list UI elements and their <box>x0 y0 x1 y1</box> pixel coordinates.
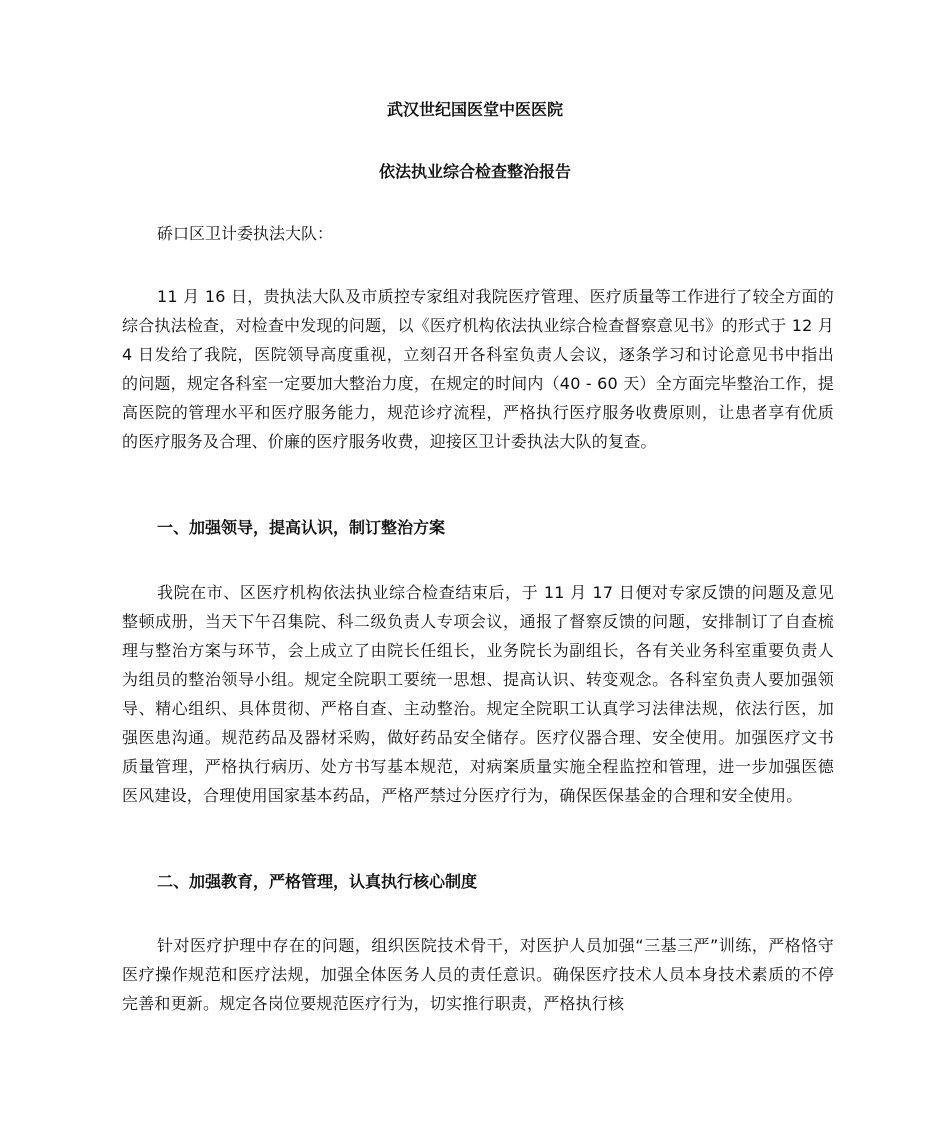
document-title-hospital: 武汉世纪国医堂中医医院 <box>386 100 563 119</box>
paragraph-intro: 11 月 16 日，贵执法大队及市质控专家组对我院医疗管理、医疗质量等工作进行了较全方面的综合执法检查，对检查中发现的问题，以《医疗机构依法执业综合检查督察意见书》的形式于 12 月 4 日发给了我院，医院领导高度重视，立刻召开各科室负责人会议，逐条学习和讨论意见书中指出的问题，规定各科室一定要加大整治力度，在规定的时间内（40 - 60 天）全方面完毕整治工作，提高医院的管理水平和医疗服务能力，规范诊疗流程，严格执行医疗服务收费原则，让患者享有优质的医疗服务及合理、价廉的医疗服务收费，迎接区卫计委执法大队的复查。 <box>122 287 834 451</box>
section-heading-2: 二、加强教育，严格管理，认真执行核心制度 <box>157 872 478 891</box>
paragraph-section-1: 我院在市、区医疗机构依法执业综合检查结束后，于 11 月 17 日便对专家反馈的问题及意见整顿成册，当天下午召集院、科二级负责人专项会议，通报了督察反馈的问题，安排制订了自查梳理与整治方案与环节，会上成立了由院长任组长，业务院长为副组长，各有关业务科室重要负责人为组员的整治领导小组。规定全院职工要统一思想、提高认识、转变观念。各科室负责人要加强领导、精心组织、具体贯彻、严格自查、主动整治。规定全院职工认真学习法律法规，依法行医，加强医患沟通。规范药品及器材采购，做好药品安全储存。医疗仪器合理、安全使用。加强医疗文书质量管理，严格执行病历、处方书写基本规范，对病案质量实施全程监控和管理，进一步加强医德医风建设，合理使用国家基本药品，严格严禁过分医疗行为，确保医保基金的合理和安全使用。 <box>122 583 834 805</box>
section-heading-1: 一、加强领导，提高认识，制订整治方案 <box>157 518 446 537</box>
salutation: 硚口区卫计委执法大队： <box>157 224 334 243</box>
document-title-report: 依法执业综合检查整治报告 <box>378 162 571 181</box>
paragraph-section-2: 针对医疗护理中存在的问题，组织医院技术骨干，对医护人员加强“三基三严”训练，严格恪守医疗操作规范和医疗法规，加强全体医务人员的责任意识。确保医疗技术人员本身技术素质的不停完善和更新。规定各岗位要规范医疗行为，切实推行职责，严格执行核 <box>122 936 834 1013</box>
